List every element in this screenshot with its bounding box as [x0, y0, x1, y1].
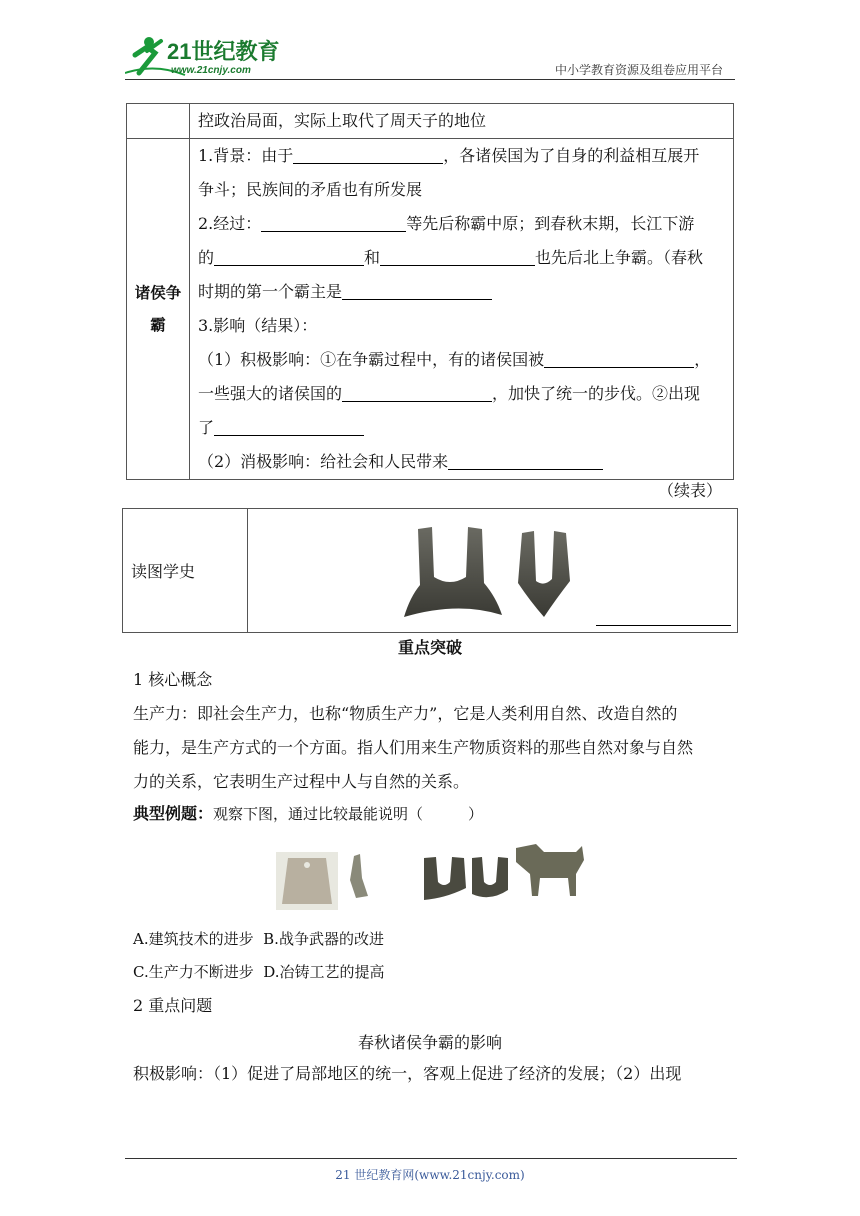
answer-blank[interactable] [544, 349, 694, 368]
answer-blank[interactable] [214, 417, 364, 436]
option-a[interactable]: A.建筑技术的进步 [133, 930, 254, 948]
platform-name: 中小学教育资源及组卷应用平台 [554, 63, 723, 77]
option-c[interactable]: C.生产力不断进步 [133, 963, 254, 981]
key-issue-heading: 春秋诸侯争霸的影响 [357, 1033, 502, 1052]
continued-label: （续表） [657, 481, 722, 500]
process-line: 2.经过： 等先后称霸中原；到春秋末期，长江下游 [198, 214, 695, 233]
option-b[interactable]: B.战争武器的改进 [263, 930, 384, 948]
empty-label-cell [127, 104, 190, 139]
tools-comparison-image [276, 838, 586, 910]
answer-blank[interactable] [214, 247, 364, 266]
answer-blank[interactable] [261, 213, 406, 232]
key-issue-text: 积极影响：（1）促进了局部地区的统一，客观上促进了经济的发展；（2）出现 [133, 1064, 682, 1083]
logo-text: 21世纪教育 [167, 39, 280, 64]
footer-divider [125, 1158, 737, 1159]
summary-table [126, 103, 734, 480]
concept-line: 能力，是生产方式的一个方面。指人们用来生产物质资料的那些自然对象与自然 [133, 738, 694, 757]
row-label: 诸侯争 霸 [127, 139, 190, 480]
continued-row-text: 控政治局面，实际上取代了周天子的地位 [198, 111, 487, 130]
answer-blank[interactable] [342, 383, 492, 402]
core-concept-title: 1 核心概念 [133, 670, 213, 689]
iron-tools-image [398, 517, 588, 627]
picture-table [122, 508, 738, 633]
background-line: 1.背景：由于 ，各诸侯国为了自身的利益相互展开 [198, 146, 700, 165]
impact-title: 3.影响（结果）： [198, 316, 318, 335]
section-title: 重点突破 [397, 638, 462, 657]
header-divider [125, 79, 735, 80]
concept-line: 生产力：即社会生产力，也称“物质生产力”，它是人类利用自然、改造自然的 [133, 704, 678, 723]
row-content: 1.背景：由于 ，各诸侯国为了自身的利益相互展开 争斗；民族间的矛盾也有所发展 2.经过： 等先后称霸中原；到春秋末期，长江下游 的 和 也先后北上争霸。（春秋 时期的第一个霸主是 3.影响（结果）： （1）积极影响：①在争霸过程中，有的诸侯国被 ， 一些强大的诸侯国的 ，加快了统一的步伐。②出现 了 （2）消极影响：给社会和人民带来 [190, 139, 734, 480]
key-issue-title: 2 重点问题 [133, 996, 213, 1015]
answer-blank[interactable] [448, 451, 603, 470]
option-d[interactable]: D.冶铸工艺的提高 [263, 963, 385, 981]
concept-line: 力的关系，它表明生产过程中人与自然的关系。 [133, 772, 470, 791]
example-question: 典型例题：观察下图，通过比较最能说明（ ） [133, 804, 484, 823]
picture-cell [248, 509, 738, 633]
answer-blank[interactable] [342, 281, 492, 300]
answer-blank[interactable] [380, 247, 535, 266]
footer-link[interactable]: 21 世纪教育网(www.21cnjy.com) [335, 1168, 525, 1182]
caption-blank[interactable] [596, 625, 731, 626]
options-row-2 [133, 955, 733, 989]
answer-blank[interactable] [293, 145, 443, 164]
logo-url: www.21cnjy.com [171, 65, 251, 76]
site-logo [125, 33, 295, 78]
options-row-1 [133, 922, 733, 956]
picture-label: 读图学史 [123, 509, 248, 633]
